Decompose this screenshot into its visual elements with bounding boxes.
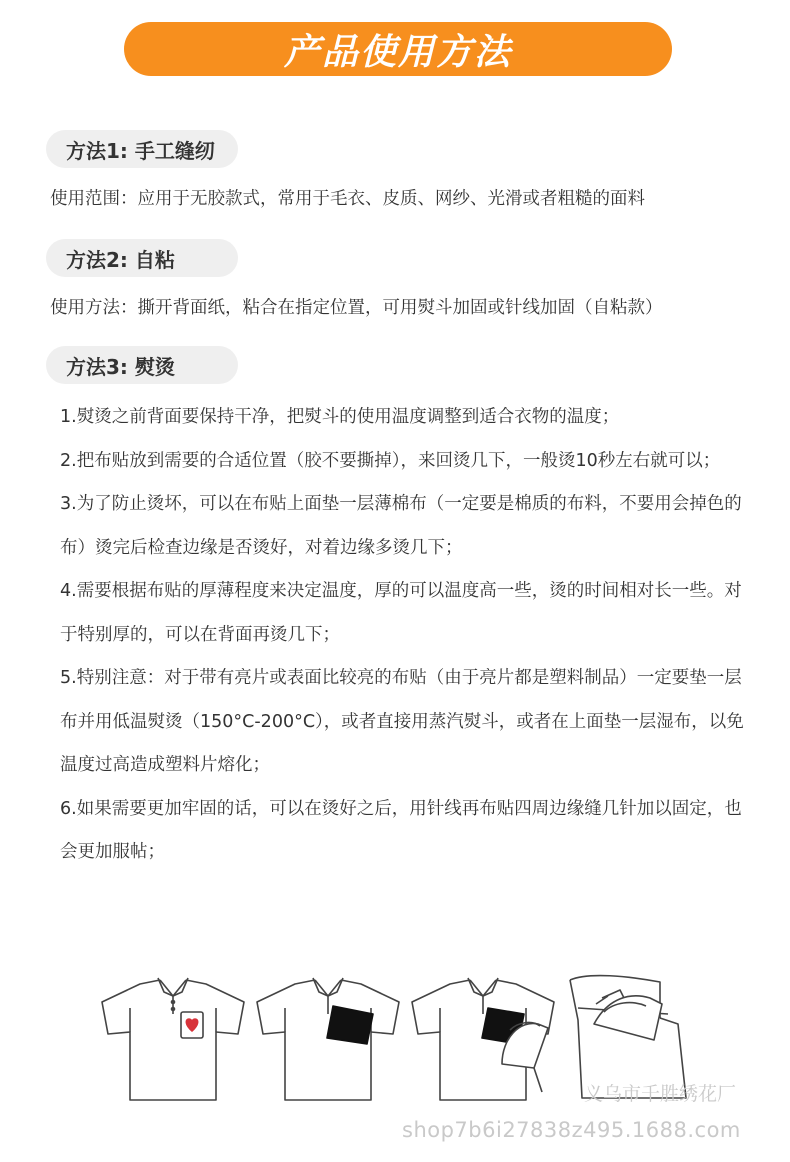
page-title: 产品使用方法 — [283, 31, 512, 73]
step-1: 1.熨烫之前背面要保持干净，把熨斗的使用温度调整到适合衣物的温度； — [60, 407, 620, 427]
method-2-description: 使用方法：撕开背面纸，粘合在指定位置，可用熨斗加固或针线加固（自粘款） — [50, 298, 663, 318]
shirt-with-iron-figure — [412, 978, 554, 1100]
ironing-steps — [60, 396, 750, 875]
shop-name-watermark: 义乌市千胜绣花厂 — [584, 1083, 737, 1105]
title-banner — [124, 22, 672, 76]
method-1-description: 使用范围：应用于无胶款式，常用于毛衣、皮质、网纱、光滑或者粗糙的面料 — [50, 189, 645, 209]
step-6: 6.如果需要更加牢固的话，可以在烫好之后，用针线再布贴四周边缘缝几针加以固定，也会更加服帖； — [60, 798, 742, 862]
method-2-label: 方法2: 自粘 — [46, 239, 238, 277]
shop-url-watermark: shop7b6i27838z495.1688.com — [402, 1118, 741, 1142]
step-4: 4.需要根据布贴的厚薄程度来决定温度，厚的可以温度高一些，烫的时间相对长一些。对于特别厚的，可以在背面再烫几下； — [60, 581, 742, 645]
method-1-label: 方法1: 手工缝纫 — [46, 130, 238, 168]
shirt-with-cloth-figure — [257, 978, 399, 1100]
step-3: 3.为了防止烫坏，可以在布贴上面垫一层薄棉布（一定要是棉质的布料，不要用会掉色的布）烫完后检查边缘是否烫好，对着边缘多烫几下； — [60, 494, 742, 558]
step-5: 5.特别注意：对于带有亮片或表面比较亮的布贴（由于亮片都是塑料制品）一定要垫一层布并用低温熨烫（150°C-200°C），或者直接用蒸汽熨斗，或者在上面垫一层湿布，以免温度过高造成塑料片熔化； — [60, 668, 744, 775]
step-2: 2.把布贴放到需要的合适位置（胶不要撕掉），来回烫几下，一般烫10秒左右就可以； — [60, 450, 721, 471]
shirt-with-patch-figure — [102, 978, 244, 1100]
method-3-label: 方法3: 熨烫 — [46, 346, 238, 384]
